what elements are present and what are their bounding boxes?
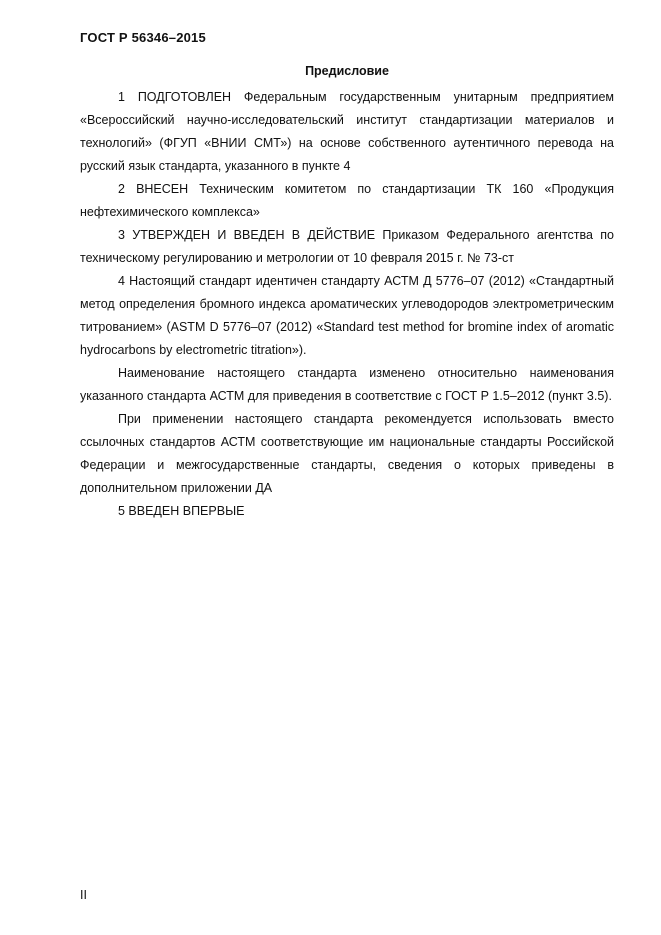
paragraph-introduced-by: 2 ВНЕСЕН Техническим комитетом по стандартизации ТК 160 «Продукция нефтехимического комплекса» [80,182,614,219]
paragraph-prepared-by: 1 ПОДГОТОВЛЕН Федеральным государственным унитарным предприятием «Всероссийский научно-исследовательский институт стандартизации материалов и технологий» (ФГУП «ВНИИ СМТ») на основе собственного аутентичного перевода на русский язык стандарта, указанного в пункте 4 [80,90,614,173]
paragraph-references: При применении настоящего стандарта рекомендуется использовать вместо ссылочных стандартов АСТМ соответствующие им национальные стандарты Российской Федерации и межгосударственные стандарты, сведения о которых приведены в дополнительном приложении ДА [80,412,614,495]
paragraph-name-change: Наименование настоящего стандарта изменено относительно наименования указанного стандарта АСТМ для приведения в соответствие с ГОСТ Р 1.5–2012 (пункт 3.5). [80,366,614,403]
paragraph-introduced-first: 5 ВВЕДЕН ВПЕРВЫЕ [118,504,245,518]
foreword-body [80,86,614,523]
paragraph-approved: 3 УТВЕРЖДЕН И ВВЕДЕН В ДЕЙСТВИЕ Приказом Федерального агентства по техническому регулированию и метрологии от 10 февраля 2015 г. № 73-ст [80,228,614,265]
section-title: Предисловие [305,64,389,78]
page-number: II [80,888,87,902]
standard-code-header: ГОСТ Р 56346–2015 [80,30,206,45]
paragraph-identical-standard: 4 Настоящий стандарт идентичен стандарту АСТМ Д 5776–07 (2012) «Стандартный метод определения бромного индекса ароматических углеводородов электрометрическим титрованием» (ASTM D 5776–07 (2012) «Standard test method for bromine index of aromatic hydrocarbons by electrometric titration»). [80,274,614,357]
